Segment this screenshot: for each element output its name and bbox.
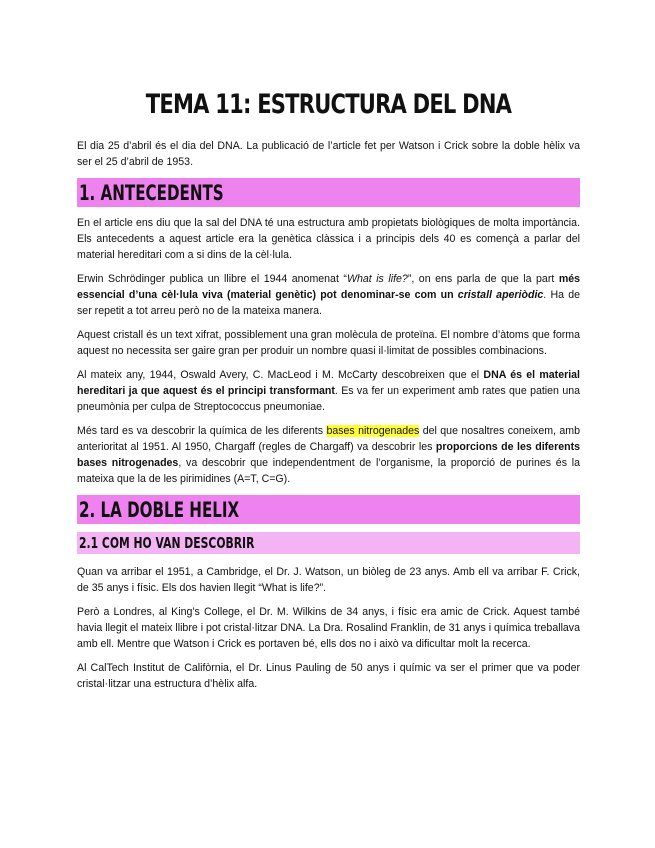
antecedents-paragraph-1: En el article ens diu que la sal del DNA té una estructura amb propietats biològiques de molta importància. Els antecedents a aquest article era la genètica clàssica i a principis dels 40 es començà a parlar del material hereditari com a si dins de la cèl·lula. bbox=[77, 217, 580, 261]
antecedents-paragraph-5: Més tard es va descobrir la química de les diferents bases nitrogenades del que nosaltres coneixem, amb anterioritat al 1951. Al 1950, Chargaff (regles de Chargaff) va descobrir les proporcions de les diferents bases nitrogenades, va descobrir que independentment de l’organisme, la proporció de purines és la mateixa que la de les pirimidines (A=T, C=G). bbox=[77, 425, 581, 485]
subsection-heading-com-ho-van-descobrir bbox=[77, 532, 580, 554]
section-heading-doble-helix bbox=[77, 495, 580, 524]
section-heading-antecedents bbox=[77, 178, 580, 207]
antecedents-paragraph-4: Al mateix any, 1944, Oswald Avery, C. MacLeod i M. McCarty descobreixen que el DNA és el material hereditari ja que aquest és el principi transformant. Es va fer un experiment amb rates que patien una pneumònia per culpa de Streptococcus pneumoniae. bbox=[77, 369, 581, 413]
section-heading-text: 2. LA DOBLE HELIX bbox=[79, 498, 240, 522]
highlighted-text: bases nitrogenades bbox=[326, 425, 420, 437]
doble-helix-paragraph-1: Quan va arribar el 1951, a Cambridge, el Dr. J. Watson, un biòleg de 23 anys. Amb ell va arribar F. Crick, de 35 anys i físic. Els dos havien llegit “What is life?”. bbox=[77, 566, 580, 594]
antecedents-paragraph-2: Erwin Schrödinger publica un llibre el 1944 anomenat “What is life?”, on ens parla de que la part més essencial d’una cèl·lula viva (material genètic) pot denominar-se com un cristall aperiòdic. Ha de ser repetit a tot arreu però no de la mateixa manera. bbox=[77, 273, 581, 317]
document-page bbox=[77, 86, 580, 700]
page-title: TEMA 11: ESTRUCTURA DEL DNA bbox=[145, 89, 512, 120]
intro-paragraph: El dia 25 d’abril és el dia del DNA. La publicació de l’article fet per Watson i Crick sobre la doble hèlix va ser el 25 d’abril de 1953. bbox=[77, 140, 580, 168]
subsection-heading-text: 2.1 COM HO VAN DESCOBRIR bbox=[79, 534, 255, 552]
doble-helix-paragraph-2: Però a Londres, al King’s College, el Dr. M. Wilkins de 34 anys, i físic era amic de Crick. Aquest també havia llegit el mateix llibre i pot cristal·litzar DNA. La Dra. Rosalind Franklin, de 31 anys i química treballava amb ell. Mentre que Watson i Crick es portaven bé, ells dos no i això va dificultar molt la recerca. bbox=[77, 606, 580, 650]
antecedents-paragraph-3: Aquest cristall és un text xifrat, possiblement una gran molècula de proteïna. El nombre d’àtoms que forma aquest no necessita ser gaire gran per produir un nombre quasi il·limitat de possibles combinacions. bbox=[77, 329, 580, 357]
section-heading-text: 1. ANTECEDENTS bbox=[79, 181, 224, 205]
doble-helix-paragraph-3: Al CalTech Institut de Califòrnia, el Dr. Linus Pauling de 50 anys i químic va ser el primer que va poder cristal·litzar una estructura d’hèlix alfa. bbox=[77, 662, 580, 690]
